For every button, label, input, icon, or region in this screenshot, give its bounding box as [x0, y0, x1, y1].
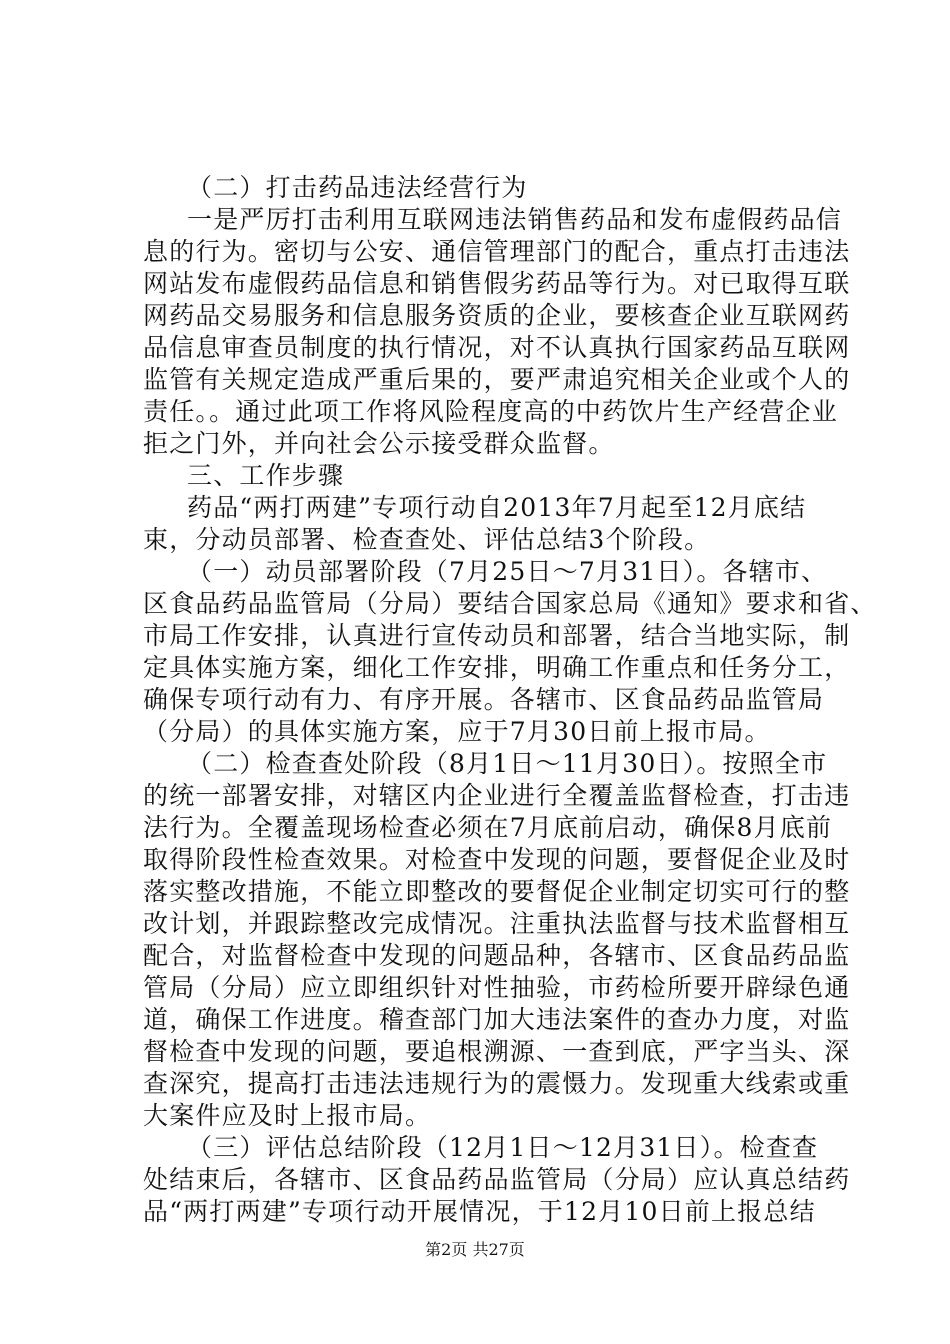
paragraph-line: 责任。。通过此项工作将风险程度高的中药饮片生产经营企业: [143, 397, 838, 426]
paragraph-line: 确保专项行动有力、有序开展。各辖市、区食品药品监管局: [143, 685, 825, 714]
paragraph-line: 息的行为。密切与公安、通信管理部门的配合，重点打击违法: [143, 237, 851, 266]
paragraph-line: 督检查中发现的问题，要追根溯源、一查到底，严字当头、深: [143, 1037, 851, 1066]
paragraph-line: 道，确保工作进度。稽查部门加大违法案件的查办力度，对监: [143, 1005, 851, 1034]
paragraph-line: 查深究，提高打击违法违规行为的震慑力。发现重大线索或重: [143, 1069, 851, 1098]
paragraph-line: 市局工作安排，认真进行宣传动员和部署，结合当地实际，制: [143, 621, 851, 650]
paragraph-line: （分局）的具体实施方案，应于7月30日前上报市局。: [143, 717, 771, 746]
document-body: [143, 172, 877, 1228]
paragraph-line: 品信息审查员制度的执行情况，对不认真执行国家药品互联网: [143, 333, 851, 362]
paragraph-line: 处结束后，各辖市、区食品药品监管局（分局）应认真总结药: [143, 1165, 851, 1194]
paragraph-line: （三）评估总结阶段（12月1日～12月31日）。检查查: [187, 1133, 819, 1162]
paragraph-line: 监管有关规定造成严重后果的，要严肃追究相关企业或个人的: [143, 365, 851, 394]
paragraph-line: 网药品交易服务和信息服务资质的企业，要核查企业互联网药: [143, 301, 851, 330]
paragraph-line: 拒之门外，并向社会公示接受群众监督。: [143, 429, 615, 458]
paragraph-line: 取得阶段性检查效果。对检查中发现的问题，要督促企业及时: [143, 845, 851, 874]
paragraph-line: 法行为。全覆盖现场检查必须在7月底前启动，确保8月底前: [143, 813, 833, 842]
paragraph-line: 落实整改措施，不能立即整改的要督促企业制定切实可行的整: [143, 877, 851, 906]
paragraph-line: 品“两打两建”专项行动开展情况，于12月10日前上报总结: [143, 1197, 816, 1226]
paragraph-line: 束，分动员部署、检查查处、评估总结3个阶段。: [143, 525, 711, 554]
paragraph-line: 一是严厉打击利用互联网违法销售药品和发布虚假药品信: [187, 205, 843, 234]
paragraph-line: 网站发布虚假药品信息和销售假劣药品等行为。对已取得互联: [143, 269, 851, 298]
paragraph-line: 的统一部署安排，对辖区内企业进行全覆盖监督检查，打击违: [143, 781, 851, 810]
paragraph-line: 配合，对监督检查中发现的问题品种，各辖市、区食品药品监: [143, 941, 851, 970]
paragraph-line: （一）动员部署阶段（7月25日～7月31日）。各辖市、: [187, 557, 828, 586]
paragraph-line: （二）检查查处阶段（8月1日～11月30日）。按照全市: [187, 749, 828, 778]
section-heading: 三、工作步骤: [187, 461, 345, 490]
paragraph-line: 改计划，并跟踪整改完成情况。注重执法监督与技术监督相互: [143, 909, 851, 938]
paragraph-line: 定具体实施方案，细化工作安排，明确工作重点和任务分工，: [143, 653, 851, 682]
paragraph-line: 区食品药品监管局（分局）要结合国家总局《通知》要求和省、: [143, 589, 877, 618]
page-number-footer: 第2页 共27页: [425, 1240, 525, 1259]
section-heading: （二）打击药品违法经营行为: [187, 173, 528, 202]
paragraph-line: 药品“两打两建”专项行动自2013年7月起至12月底结: [187, 493, 807, 522]
paragraph-line: 管局（分局）应立即组织针对性抽验，市药检所要开辟绿色通: [143, 973, 851, 1002]
paragraph-line: 大案件应及时上报市局。: [143, 1101, 432, 1130]
